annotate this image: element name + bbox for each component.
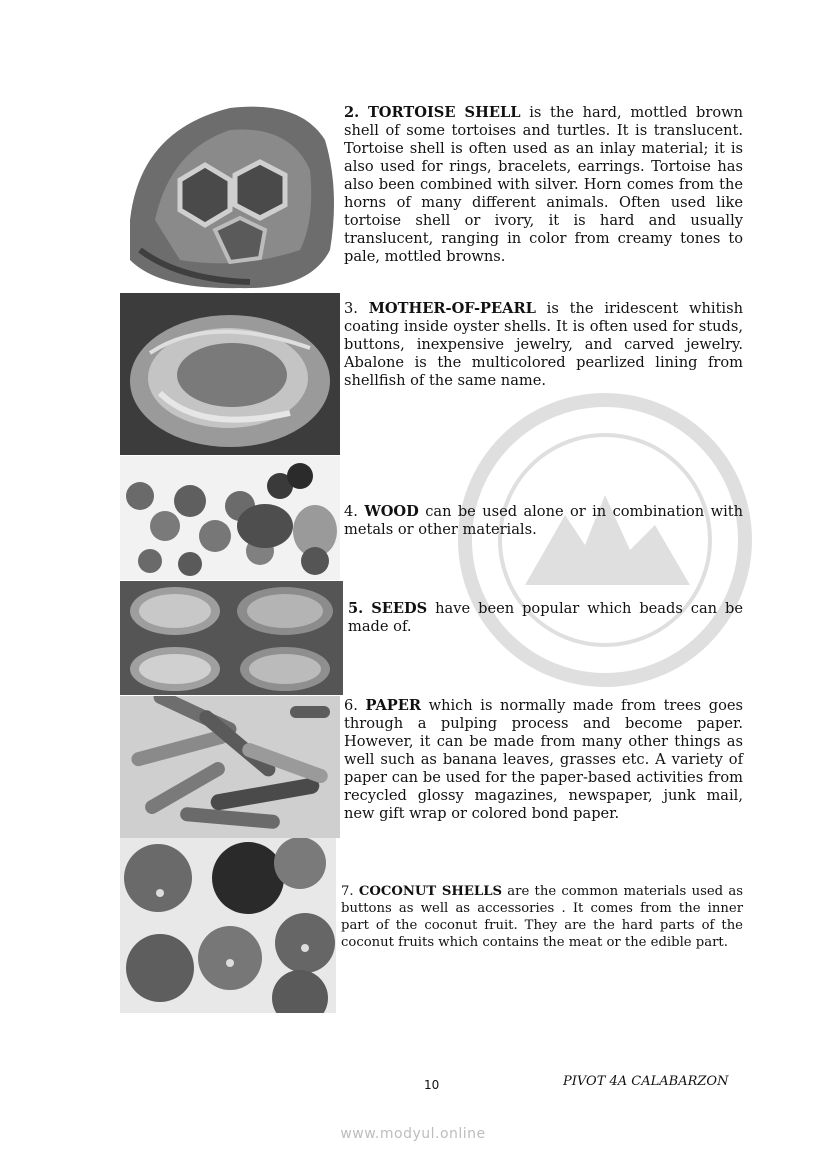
- item-term: PAPER: [365, 697, 421, 714]
- item-number: 4.: [344, 503, 358, 520]
- website-watermark: www.modyul.online: [340, 1126, 486, 1142]
- tortoise-shell-image: [120, 100, 340, 290]
- seal-watermark: [455, 375, 755, 705]
- wood-beads-image: [120, 456, 340, 580]
- item-number: 2.: [344, 104, 360, 121]
- item-term: SEEDS: [371, 600, 428, 617]
- item-number: 7.: [341, 884, 354, 899]
- item-body: which is normally made from trees goes through a pulping process and become paper. However, it can be made from many other things as well such as banana leaves, grasses etc. A variety of paper can be used for the paper-based activities from recycled glossy magazines, newspaper, junk mail, new gift wrap or colored bond paper.: [344, 697, 744, 822]
- item-paper: [344, 697, 743, 823]
- item-body: is the hard, mottled brown shell of some tortoises and turtles. It is translucent. Tortoise shell is often used as an inlay material; it is also used for rings, bracelets, earrings. Tortoise has also been combined with silver. Horn comes from the horns of many different animals. Often used like tortoise shell or ivory, it is hard and usually translucent, ranging in color from creamy tones to pale, mottled browns.: [344, 104, 744, 265]
- item-term: MOTHER-OF-PEARL: [368, 300, 536, 317]
- item-body: can be used alone or in combination with metals or other materials.: [344, 503, 744, 538]
- item-seeds: [348, 600, 743, 636]
- item-mother-of-pearl: [344, 300, 743, 390]
- item-term: WOOD: [364, 503, 419, 520]
- item-number: 6.: [344, 697, 358, 714]
- item-wood: [344, 503, 743, 539]
- mother-of-pearl-image: [120, 293, 340, 455]
- item-body: is the iridescent whitish coating inside oyster shells. It is often used for studs, buttons, inexpensive jewelry, and carved jewelry. Abalone is the multicolored pearlized lining from shellfish of the same name.: [344, 300, 743, 389]
- item-body: are the common materials used as buttons as well as accessories . It comes from the inner part of the coconut fruit. They are the hard parts of the coconut fruits which contains the meat or the edible part.: [341, 884, 743, 950]
- item-body: have been popular which beads can be made of.: [348, 600, 744, 635]
- page-number: 10: [424, 1078, 440, 1092]
- footer-source: PIVOT 4A CALABARZON: [563, 1074, 729, 1089]
- item-coconut-shells: [341, 883, 743, 951]
- item-term: COCONUT SHELLS: [358, 884, 502, 899]
- item-number: 3.: [344, 300, 358, 317]
- seeds-image: [120, 581, 343, 695]
- item-term: TORTOISE SHELL: [367, 104, 521, 121]
- item-tortoise-shell: [344, 104, 743, 266]
- paper-beads-image: [120, 696, 340, 838]
- coconut-shells-image: [120, 838, 336, 1013]
- item-number: 5.: [348, 600, 364, 617]
